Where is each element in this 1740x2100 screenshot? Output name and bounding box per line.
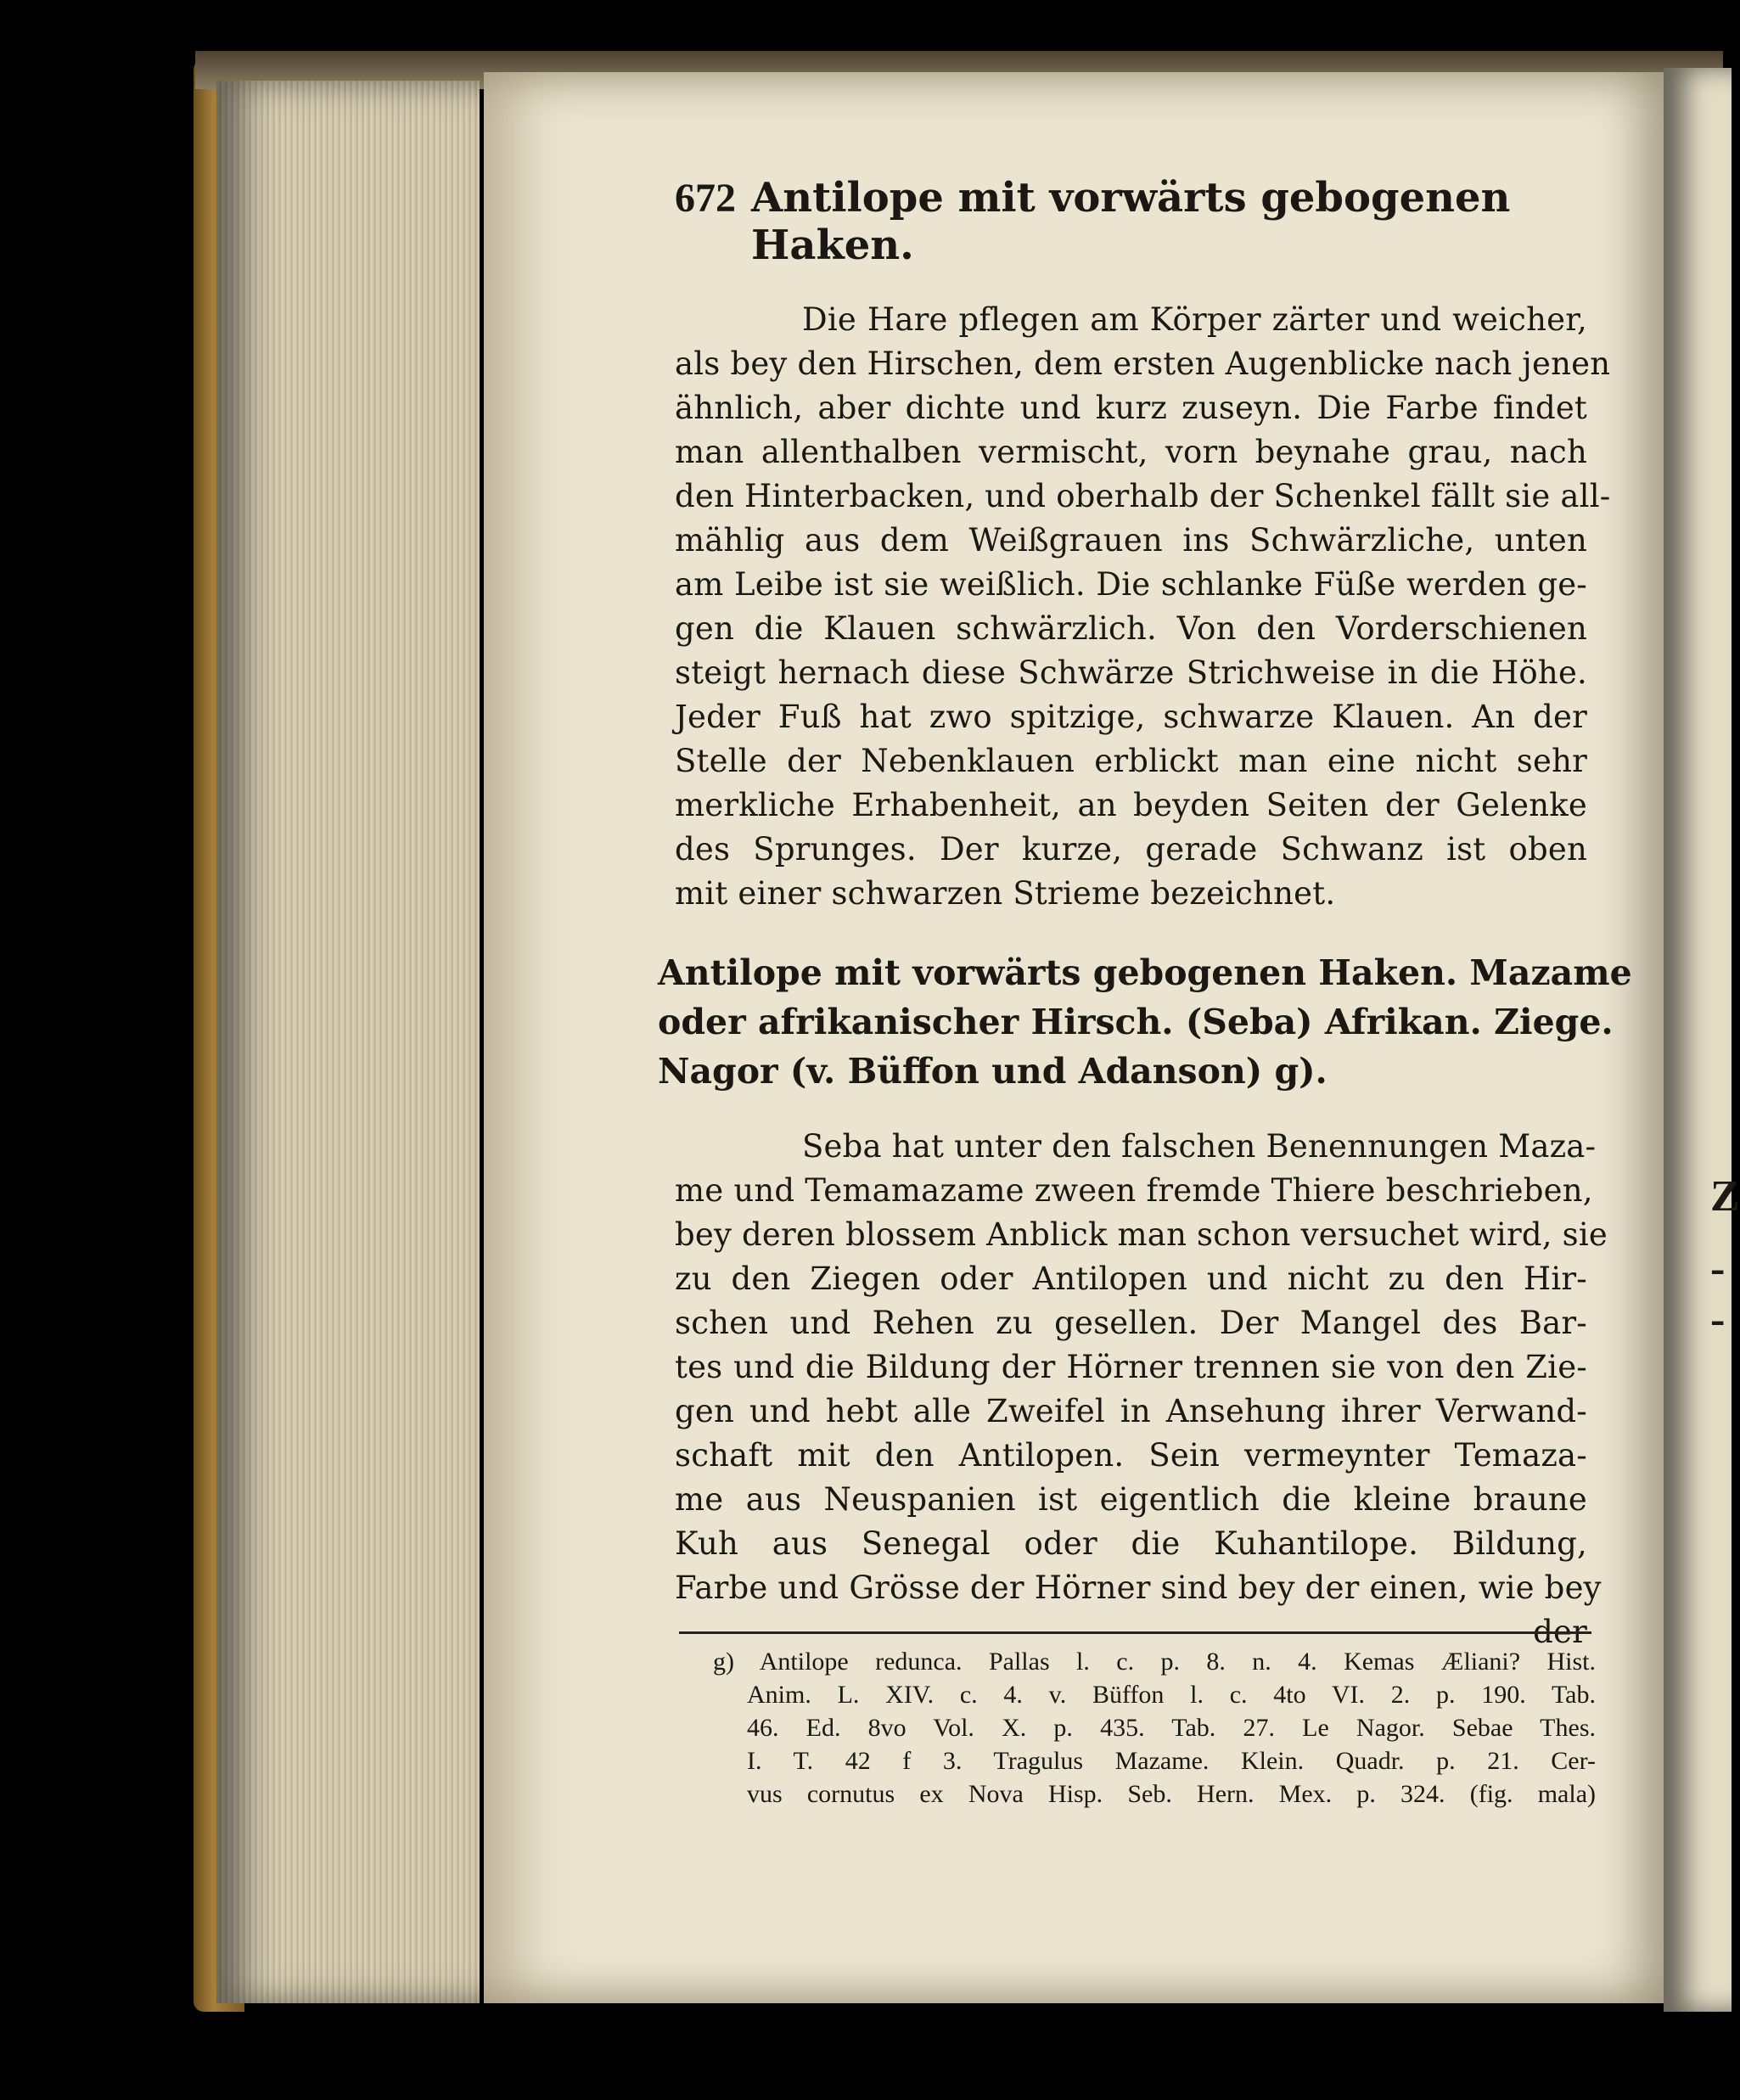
- text-line: Stelle der Nebenklauen erblickt man eine nicht sehr: [675, 743, 1587, 779]
- text-line: den Hinterbacken, und oberhalb der Schenkel fällt sie all-: [675, 478, 1611, 514]
- footnote-line: Anim. L. XIV. c. 4. v. Büffon l. c. 4to VI. 2. p. 190. Tab.: [747, 1681, 1596, 1709]
- paragraph-2: [675, 1125, 1608, 1654]
- page-content: [658, 174, 1632, 1654]
- running-head-title: Antilope mit vorwärts gebogenen Haken.: [751, 174, 1511, 269]
- text-line: des Sprunges. Der kurze, gerade Schwanz ist oben: [675, 831, 1587, 868]
- page-number: 672: [675, 176, 736, 221]
- facing-page-fragment: -: [1710, 1244, 1726, 1293]
- heading-line: oder afrikanischer Hirsch. (Seba) Afrikan. Ziege.: [658, 1002, 1614, 1042]
- facing-page-fragment: Z: [1710, 1172, 1740, 1221]
- text-line: Die Hare pflegen am Körper zärter und weicher,: [802, 301, 1587, 338]
- section-heading: [658, 948, 1632, 1096]
- text-line: me und Temamazame zween fremde Thiere beschrieben,: [675, 1172, 1593, 1209]
- footnote-line: I. T. 42 f 3. Tragulus Mazame. Klein. Quadr. p. 21. Cer-: [747, 1747, 1596, 1775]
- text-line: man allenthalben vermischt, vorn beynahe grau, nach: [675, 434, 1587, 470]
- text-line: Seba hat unter den falschen Benennungen Maza-: [802, 1128, 1597, 1165]
- text-line: Farbe und Grösse der Hörner sind bey der einen, wie bey: [675, 1569, 1602, 1606]
- facing-page: [1664, 68, 1740, 2012]
- footnote-block: [713, 1645, 1596, 1811]
- facing-page-fragment: -: [1710, 1295, 1726, 1344]
- running-head: [675, 174, 1587, 269]
- text-line: am Leibe ist sie weißlich. Die schlanke Füße werden ge-: [675, 566, 1587, 603]
- catchword: der: [1533, 1614, 1587, 1650]
- paragraph-1: [675, 298, 1611, 916]
- text-line: ähnlich, aber dichte und kurz zuseyn. Die Farbe findet: [675, 390, 1587, 426]
- footnote-line: 46. Ed. 8vo Vol. X. p. 435. Tab. 27. Le Nagor. Sebae Thes.: [747, 1714, 1596, 1742]
- text-line: bey deren blossem Anblick man schon versuchet wird, sie: [675, 1216, 1608, 1253]
- text-line: mählig aus dem Weißgrauen ins Schwärzliche, unten: [675, 522, 1587, 559]
- text-line: steigt hernach diese Schwärze Strichweise in die Höhe.: [675, 654, 1587, 691]
- footnote-line: vus cornutus ex Nova Hisp. Seb. Hern. Mex. p. 324. (fig. mala): [747, 1780, 1596, 1808]
- text-line: schaft mit den Antilopen. Sein vermeynter Temaza-: [675, 1437, 1587, 1474]
- text-line: zu den Ziegen oder Antilopen und nicht zu den Hir-: [675, 1261, 1587, 1297]
- text-line: tes und die Bildung der Hörner trennen sie von den Zie-: [675, 1349, 1587, 1385]
- page-block-edge: [216, 81, 480, 2003]
- text-line: gen und hebt alle Zweifel in Ansehung ihrer Verwand-: [675, 1393, 1587, 1429]
- footnote-rule: [679, 1631, 1591, 1634]
- text-line: schen und Rehen zu gesellen. Der Mangel des Bar-: [675, 1305, 1587, 1341]
- text-line: als bey den Hirschen, dem ersten Augenblicke nach jenen: [675, 345, 1611, 382]
- heading-line: Antilope mit vorwärts gebogenen Haken. Mazame: [658, 952, 1632, 993]
- footnote-line: g) Antilope redunca. Pallas l. c. p. 8. n. 4. Kemas Æliani? Hist.: [713, 1648, 1596, 1676]
- text-line: me aus Neuspanien ist eigentlich die kleine braune: [675, 1481, 1587, 1518]
- text-line: gen die Klauen schwärzlich. Von den Vorderschienen: [675, 610, 1587, 647]
- text-line: mit einer schwarzen Strieme bezeichnet.: [675, 875, 1336, 912]
- heading-line: Nagor (v. Büffon und Adanson) g).: [658, 1051, 1327, 1092]
- text-line: Jeder Fuß hat zwo spitzige, schwarze Klauen. An der: [675, 699, 1587, 735]
- text-line: Kuh aus Senegal oder die Kuhantilope. Bildung,: [675, 1525, 1587, 1562]
- text-line: merkliche Erhabenheit, an beyden Seiten der Gelenke: [675, 787, 1587, 823]
